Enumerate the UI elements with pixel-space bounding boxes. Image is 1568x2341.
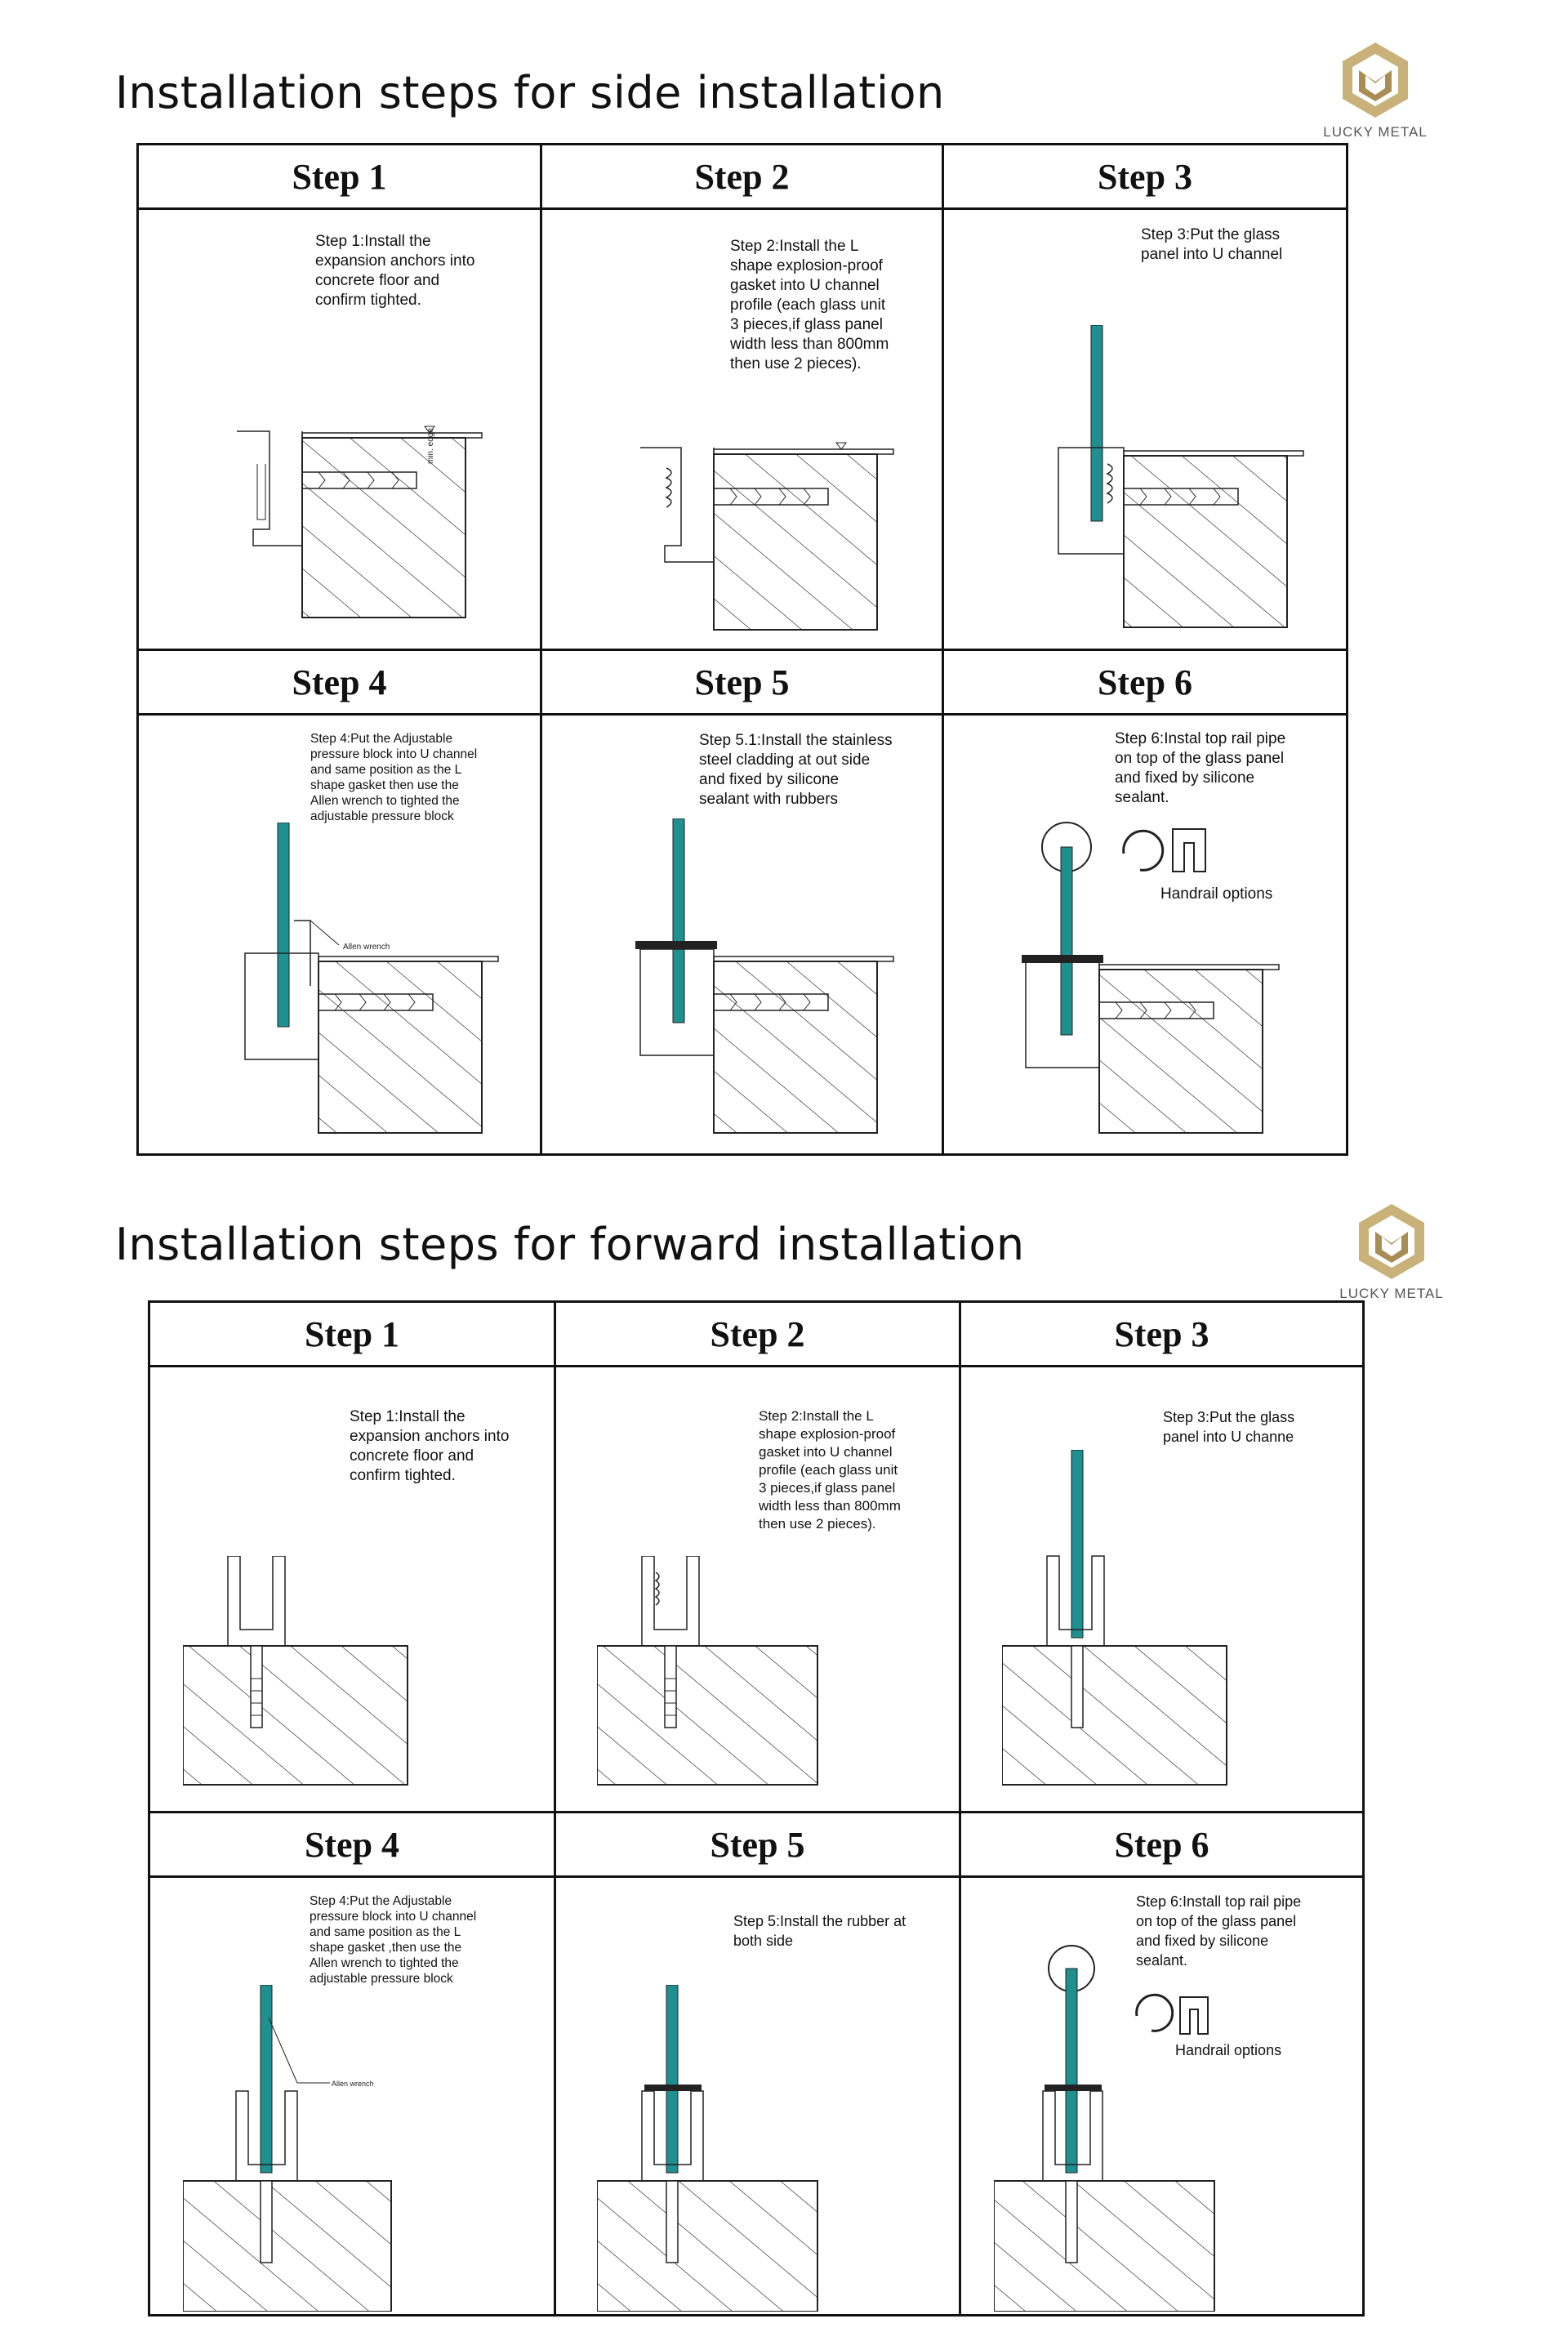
forward-step-1 bbox=[150, 1303, 554, 1811]
forward-steps-table bbox=[148, 1300, 1365, 2316]
side-steps-table bbox=[136, 143, 1348, 1156]
forward-step-5-text: Step 5:Install the rubber at both side bbox=[733, 1913, 906, 1949]
forward-handrail-options-label: Handrail options bbox=[1175, 2042, 1282, 2058]
side-step-6-diagram bbox=[1009, 814, 1336, 1145]
side-step-4-text: Step 4:Put the Adjustable pressure block into U channel and same position as the L shape gasket then use the Allen wrench to tighted the adjustable pressure block bbox=[310, 732, 478, 823]
side-step-1 bbox=[139, 145, 540, 649]
side-step-5-header: Step 5 bbox=[542, 651, 942, 716]
side-step-4-diagram bbox=[220, 823, 531, 1145]
side-step-4 bbox=[139, 651, 540, 1153]
forward-step-6-header: Step 6 bbox=[961, 1813, 1362, 1878]
forward-step-4-header: Step 4 bbox=[150, 1813, 554, 1878]
forward-step-2 bbox=[556, 1303, 959, 1811]
side-step-6-header: Step 6 bbox=[944, 651, 1346, 716]
side-step-2-header: Step 2 bbox=[542, 145, 942, 210]
forward-step-3 bbox=[961, 1303, 1362, 1811]
forward-section-title: Installation steps for forward installation bbox=[115, 1219, 1025, 1270]
forward-step-4-text: Step 4:Put the Adjustable pressure block into U channel and same position as the L shape gasket ,then use the Allen wrench to tighted the adjustable pressure block bbox=[310, 1894, 477, 1986]
brand-name: LUCKY METAL bbox=[1323, 124, 1428, 140]
side-step-6 bbox=[944, 651, 1346, 1153]
forward-step-6-text: Step 6:Install top rail pipe on top of the glass panel and fixed by silicone sealant. bbox=[1136, 1893, 1302, 1969]
side-step-3-header: Step 3 bbox=[944, 145, 1346, 210]
side-section-title: Installation steps for side installation bbox=[115, 67, 945, 118]
side-step-5 bbox=[542, 651, 942, 1153]
side-step-6-text: Step 6:Instal top rail pipe on top of the glass panel and fixed by silicone sealant. bbox=[1115, 730, 1286, 806]
forward-step-2-header: Step 2 bbox=[556, 1303, 959, 1367]
side-step-5-diagram bbox=[616, 818, 926, 1145]
svg-text:min. edge: min. edge bbox=[426, 428, 435, 464]
brand-logo-2 bbox=[1334, 1201, 1449, 1302]
forward-step-6-diagram bbox=[994, 1944, 1321, 2312]
side-step-1-text: Step 1:Install the expansion anchors into concrete floor and confirm tighted. bbox=[315, 233, 475, 309]
forward-step-3-diagram bbox=[1002, 1450, 1247, 1801]
brand-logo bbox=[1318, 39, 1432, 140]
forward-step-1-diagram bbox=[183, 1556, 428, 1801]
side-step-2 bbox=[542, 145, 942, 649]
side-step-3-text: Step 3:Put the glass panel into U channel bbox=[1141, 226, 1283, 263]
side-step-1-header: Step 1 bbox=[139, 145, 540, 210]
side-step-3 bbox=[944, 145, 1346, 649]
forward-step-6 bbox=[961, 1813, 1362, 2314]
forward-step-3-text: Step 3:Put the glass panel into U channe bbox=[1163, 1409, 1295, 1445]
forward-step-5 bbox=[556, 1813, 959, 2314]
forward-step-1-text: Step 1:Install the expansion anchors into concrete floor and confirm tighted. bbox=[350, 1408, 510, 1484]
forward-step-3-header: Step 3 bbox=[961, 1303, 1362, 1367]
side-step-2-text: Step 2:Install the L shape explosion-proof gasket into U channel profile (each glass unit 3 pieces,if glass panel width less than 800mm then use 2 pieces). bbox=[730, 238, 889, 372]
forward-step-1-header: Step 1 bbox=[150, 1303, 554, 1367]
allen-wrench-label: Allen wrench bbox=[343, 943, 390, 952]
side-handrail-options-label: Handrail options bbox=[1160, 885, 1273, 903]
forward-step-4 bbox=[150, 1813, 554, 2314]
forward-step-5-header: Step 5 bbox=[556, 1813, 959, 1878]
side-step-4-header: Step 4 bbox=[139, 651, 540, 716]
side-step-3-diagram bbox=[1026, 325, 1336, 644]
forward-allen-wrench-label: Allen wrench bbox=[332, 2080, 374, 2088]
hexagon-logo-icon bbox=[1351, 1201, 1432, 1282]
side-step-2-diagram bbox=[616, 431, 926, 644]
forward-step-4-diagram bbox=[183, 1985, 510, 2312]
side-step-1-diagram bbox=[220, 415, 531, 635]
forward-step-5-diagram bbox=[597, 1985, 842, 2312]
brand-name-2: LUCKY METAL bbox=[1339, 1286, 1444, 1301]
hexagon-logo-icon bbox=[1334, 39, 1416, 121]
forward-step-2-diagram bbox=[597, 1556, 842, 1801]
side-step-5-text: Step 5.1:Install the stainless steel cladding at out side and fixed by silicone sealant with rubbers bbox=[699, 732, 893, 808]
forward-step-2-text: Step 2:Install the L shape explosion-proof gasket into U channel profile (each glass unit 3 pieces,if glass panel width less than 800mm then use 2 pieces). bbox=[759, 1408, 901, 1532]
